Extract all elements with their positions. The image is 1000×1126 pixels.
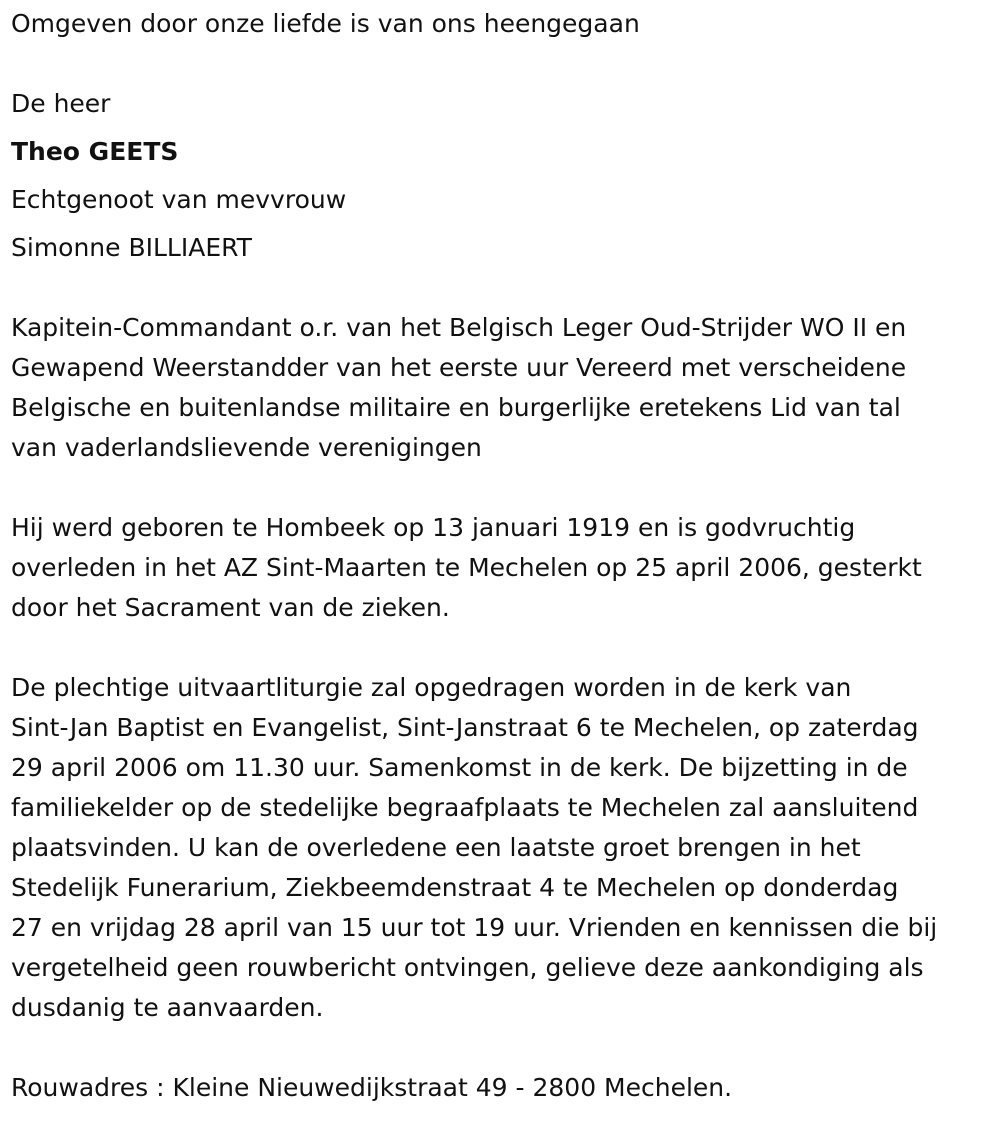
mourning-address: Rouwadres : Kleine Nieuwedijkstraat 49 - 2800 Mechelen. [11,1073,733,1102]
titles-line: Kapitein-Commandant o.r. van het Belgisch Leger Oud-Strijder WO II en [11,313,907,342]
funeral-line: Sint-Jan Baptist en Evangelist, Sint-Janstraat 6 te Mechelen, op zaterdag [11,713,919,742]
funeral-line: De plechtige uitvaartliturgie zal opgedragen worden in de kerk van [11,673,852,702]
salutation: De heer [11,89,111,118]
birth-death-line: door het Sacrament van de zieken. [11,593,450,622]
funeral-line: dusdanig te aanvaarden. [11,993,324,1022]
birth-death-line: overleden in het AZ Sint-Maarten te Mechelen op 25 april 2006, gesterkt [11,553,922,582]
titles-line: Gewapend Weerstandder van het eerste uur Vereerd met verscheidene [11,353,907,382]
birth-death-paragraph [11,508,986,628]
funeral-line: 29 april 2006 om 11.30 uur. Samenkomst in de kerk. De bijzetting in de [11,753,908,782]
funeral-line: Stedelijk Funerarium, Ziekbeemdenstraat 4 te Mechelen op donderdag [11,873,899,902]
birth-death-line: Hij werd geboren te Hombeek op 13 januari 1919 en is godvruchtig [11,513,856,542]
spouse-name: Simonne BILLIAERT [11,233,252,262]
funeral-line: 27 en vrijdag 28 april van 15 uur tot 19 uur. Vrienden en kennissen die bij [11,913,938,942]
titles-paragraph [11,308,986,468]
funeral-line: familiekelder op de stedelijke begraafplaats te Mechelen zal aansluitend [11,793,919,822]
titles-line: van vaderlandslievende verenigingen [11,433,482,462]
funeral-paragraph [11,668,986,1028]
intro-line: Omgeven door onze liefde is van ons heengegaan [11,9,640,38]
spouse-label: Echtgenoot van mevvrouw [11,185,347,214]
obituary-notice [11,0,986,1108]
funeral-line: plaatsvinden. U kan de overledene een laatste groet brengen in het [11,833,861,862]
deceased-name: Theo GEETS [11,137,179,166]
titles-line: Belgische en buitenlandse militaire en burgerlijke eretekens Lid van tal [11,393,901,422]
funeral-line: vergetelheid geen rouwbericht ontvingen, gelieve deze aankondiging als [11,953,924,982]
